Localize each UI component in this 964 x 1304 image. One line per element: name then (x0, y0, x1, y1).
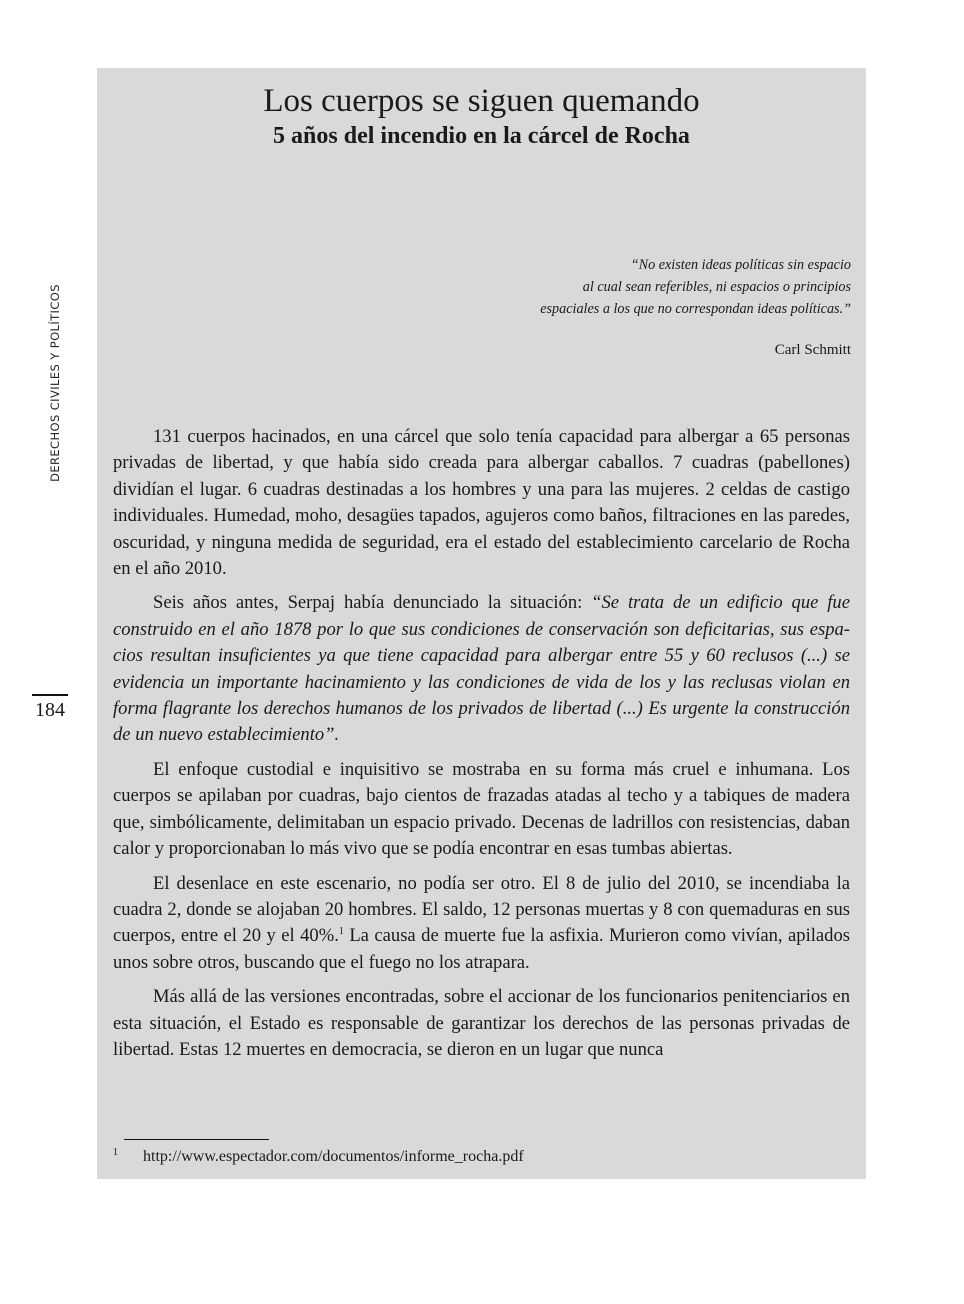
epigraph-line: espaciales a los que no correspondan ideas políticas.” (540, 301, 851, 317)
footnote-reference[interactable]: 1 (338, 926, 344, 938)
footnote (113, 1146, 524, 1168)
footnote-mark: 1 (113, 1147, 118, 1158)
article-body (113, 424, 850, 1071)
paragraph-lead: Seis años antes, Serpaj había denunciado la situación: (153, 592, 592, 614)
footnote-rule (124, 1139, 269, 1140)
body-paragraph: El enfoque custodial e inquisitivo se mostraba en su forma más cruel e inhumana. Los cuerpos se apilaban por cuadras, bajo cientos de frazadas atadas al techo y a tabiques de madera que, simbólicamente, delimitaban un espacio privado. Decenas de ladrillos con resistencias, daban calor y proporcionaban lo más vivo que se podía encontrar en esas tumbas abiertas. (113, 758, 850, 860)
body-paragraph (113, 590, 850, 748)
paragraph-text: La causa de muerte fue la asfixia. Murieron como vivían, apilados unos sobre otros, buscando que el fuego no los atrapara. (113, 925, 850, 973)
page-number-rule (32, 694, 68, 696)
epigraph-quote (540, 254, 851, 320)
epigraph-line: al cual sean referibles, ni espacios o principios (582, 279, 851, 295)
article-title: Los cuerpos se siguen quemando (263, 83, 700, 119)
epigraph-line: “No existen ideas políticas sin espacio (630, 257, 851, 273)
article-panel (97, 68, 866, 1179)
page-number: 184 (35, 699, 65, 721)
running-head: DERECHOS CIVILES Y POLÍTICOS (48, 284, 62, 482)
footnote-link[interactable]: http://www.espectador.com/documentos/informe_rocha.pdf (143, 1148, 524, 1165)
body-paragraph: Más allá de las versiones encontradas, sobre el accionar de los funcionarios penitenciarios en esta situación, el Estado es responsable de garantizar los derechos de las personas privadas de libertad. Estas 12 muertes en democracia, se dieron en un lugar que nunca (113, 986, 850, 1060)
body-paragraph: 131 cuerpos hacinados, en una cárcel que solo tenía capacidad para albergar a 65 personas privadas de libertad, y que había sido creada para albergar caballos. 7 cuadras (pabellones) dividían el lugar. 6 cuadras destinadas a los hombres y una para las mujeres. 2 celdas de castigo individuales. Humedad, moho, desagües tapados, agujeros como baños, filtraciones en las paredes, oscuridad, y ninguna medida de seguridad, era el estado del establecimiento carcelario de Rocha en el año 2010. (113, 426, 850, 580)
epigraph-author: Carl Schmitt (774, 342, 851, 358)
serpaj-quote: “Se trata de un edificio que fue construido en el año 1878 por lo que sus condiciones de conservación son deficitarias, sus espacios resultan insuficientes ya que tiene capacidad para albergar entre 55 y 60 reclusos (...) se evidencia un importante hacinamiento y las condiciones de vida de los y las reclusas violan en forma flagrante los derechos humanos de los privados de libertad (...) Es urgente la construcción de un nuevo establecimiento”. (113, 592, 850, 746)
paragraph-text: El desenlace en este escenario, no podía ser otro. El 8 de julio del 2010, se incendiaba la cuadra 2, donde se alojaban 20 hombres. El saldo, 12 personas muertas y 8 con quemaduras en sus cuerpos, entre el 20 y el 40%. (113, 872, 850, 947)
article-subtitle: 5 años del incendio en la cárcel de Rocha (273, 123, 690, 149)
body-paragraph (113, 871, 850, 977)
